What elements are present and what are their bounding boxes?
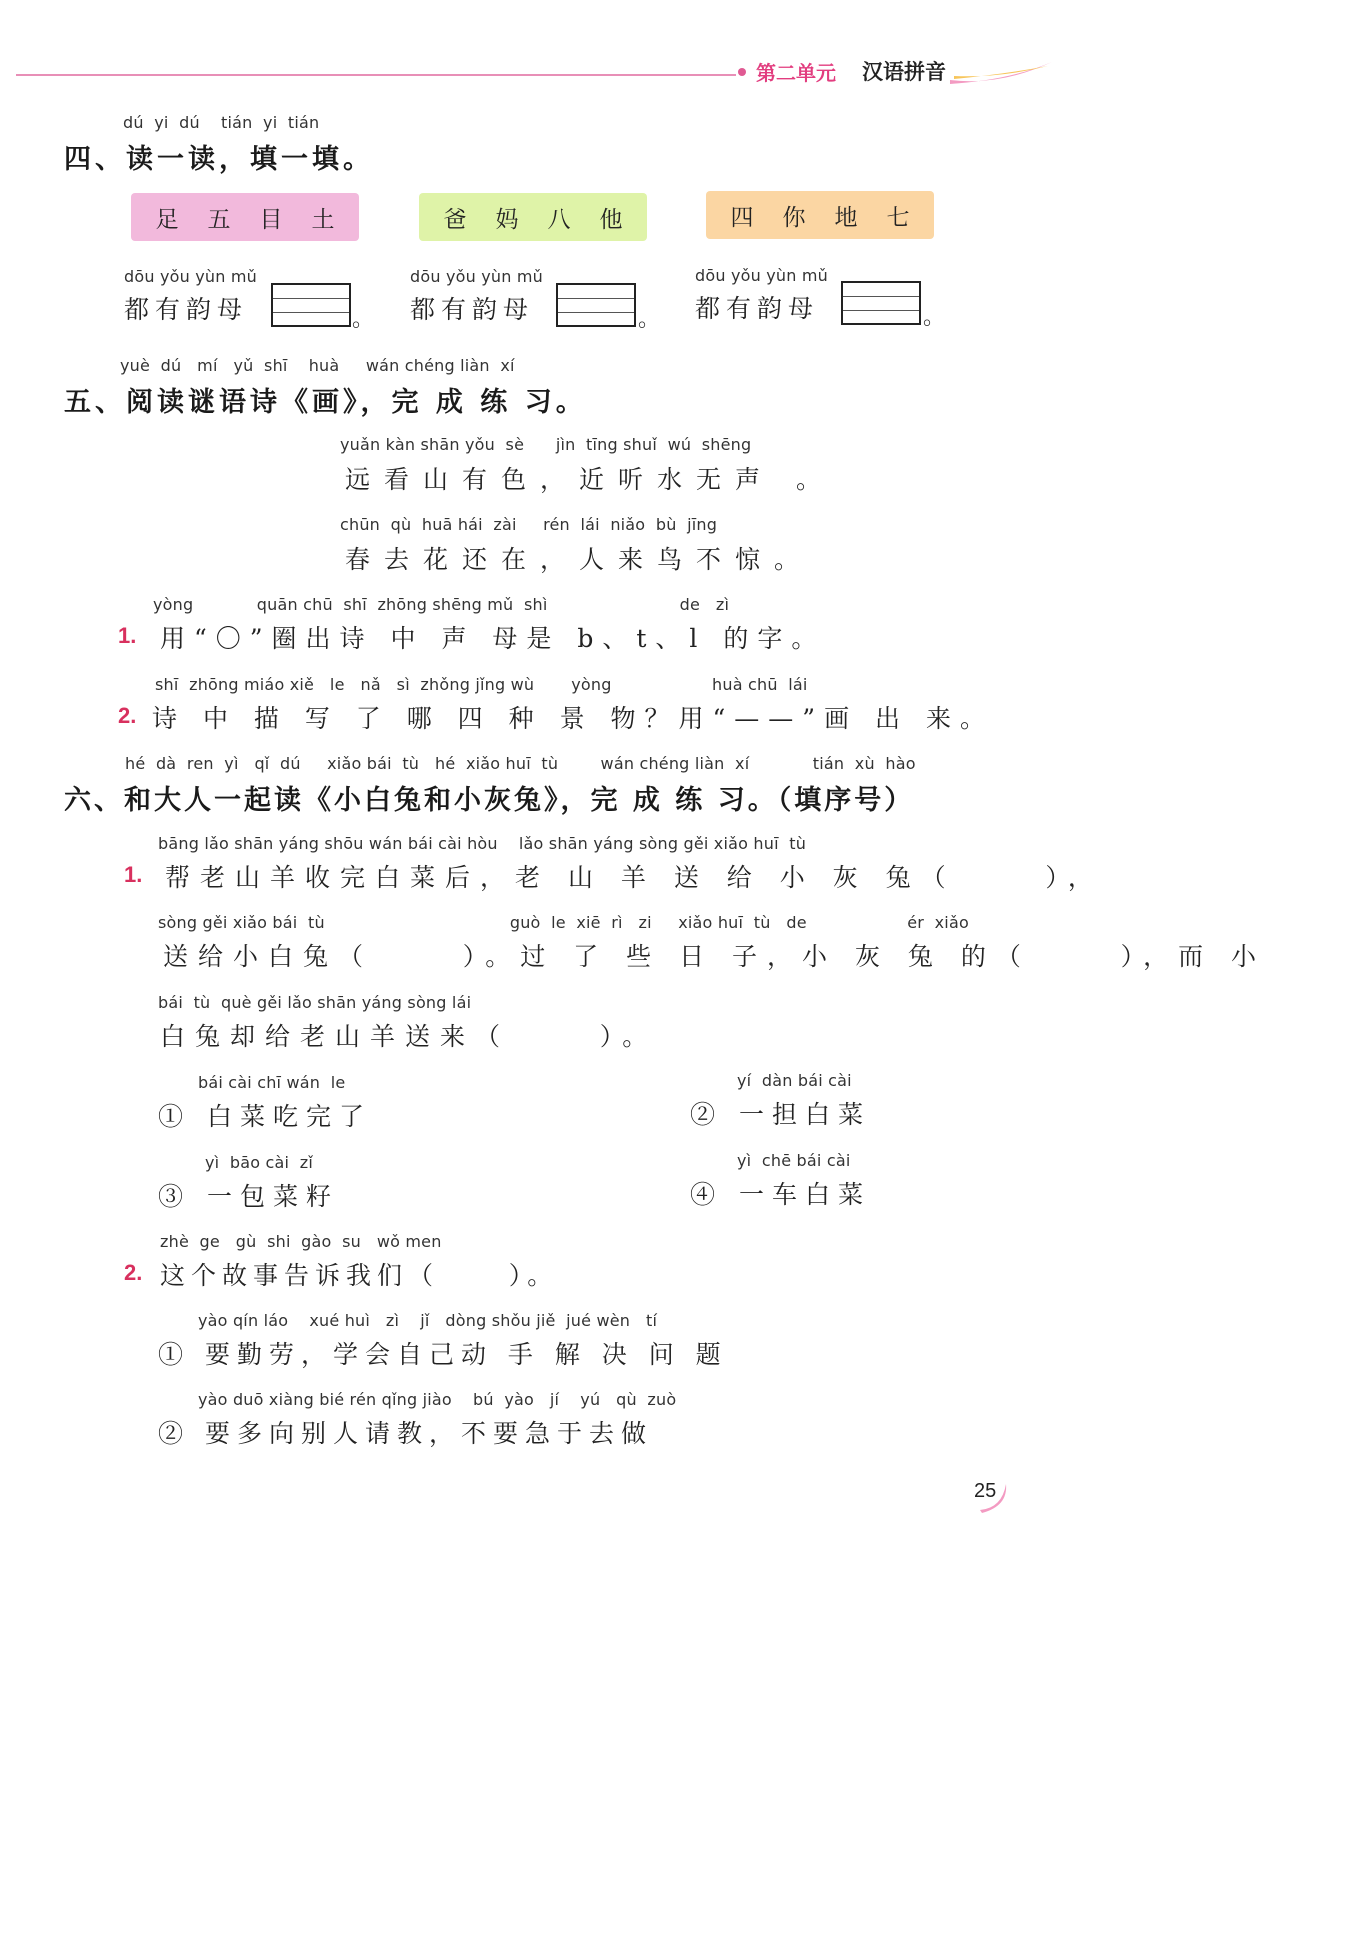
- s5-q1-pinyin: yòng quān chū shī zhōng shēng mǔ shì de zì: [153, 595, 730, 614]
- section5-title: 五、阅读谜语诗《画》，完 成 练 习。: [64, 387, 587, 418]
- option4: ④ 一车白菜: [690, 1180, 871, 1209]
- s6-q2-option1: ① 要勤劳，学会自己动 手 解 决 问 题: [158, 1340, 728, 1369]
- poem-line2-pinyin: chūn qù huā hái zài rén lái niǎo bù jīng: [340, 515, 718, 534]
- s5-q1-text: 用“〇”圈出诗 中 声 母是 b、t、l 的字。: [160, 624, 826, 653]
- header-subject: 汉语拼音: [862, 60, 946, 84]
- box-char: 四: [730, 204, 754, 231]
- s5-q1-number: 1.: [118, 623, 137, 648]
- option1: ① 白菜吃完了: [158, 1102, 372, 1131]
- blank-text-1: 都有韵母: [124, 295, 249, 324]
- option1-pinyin: bái cài chī wán le: [198, 1073, 346, 1092]
- s6-q1-line1: 帮老山羊收完白菜后，老 山 羊 送 给 小 灰 兔（ ），: [165, 863, 1103, 892]
- letter-box-1: [131, 193, 359, 241]
- box-char: 八: [547, 206, 571, 233]
- poem-line2: 春去花还在，人来鸟不惊。: [345, 545, 814, 574]
- box-char: 目: [259, 206, 283, 233]
- box-char: 土: [311, 206, 335, 233]
- s6-q2-option1-pinyin: yào qín láo xué huì zì jǐ dòng shǒu jiě jué wèn tí: [198, 1311, 658, 1330]
- blank-pinyin-2: dōu yǒu yùn mǔ: [410, 267, 544, 286]
- blank-text-2: 都有韵母: [410, 295, 535, 324]
- s5-q2-text: 诗 中 描 写 了 哪 四 种 景 物？用“——”画 出 来。: [152, 704, 994, 733]
- s6-q1-line3-pinyin: bái tù què gěi lǎo shān yáng sòng lái: [158, 993, 472, 1012]
- box-char: 爸: [443, 206, 467, 233]
- s6-q2-number: 2.: [124, 1260, 143, 1285]
- option2: ② 一担白菜: [690, 1100, 871, 1129]
- header-rule: [16, 74, 736, 76]
- option4-pinyin: yì chē bái cài: [737, 1151, 851, 1170]
- page-number: 25: [974, 1480, 997, 1502]
- header-unit: 第二单元: [756, 61, 836, 85]
- s6-q2-option2-pinyin: yào duō xiàng bié rén qǐng jiào bú yào jí yú qù zuò: [198, 1390, 677, 1409]
- option2-pinyin: yí dàn bái cài: [737, 1071, 852, 1090]
- box-char: 妈: [495, 206, 519, 233]
- s6-q1-number: 1.: [124, 862, 143, 887]
- period: 。: [923, 305, 946, 330]
- answer-box-3[interactable]: [841, 281, 921, 325]
- letter-box-2: [419, 193, 647, 241]
- s6-q1-line3: 白兔却给老山羊送来（ ）。: [160, 1022, 658, 1051]
- period: 。: [638, 307, 661, 332]
- poem-line1: 远看山有色，近听水无声 。: [345, 465, 835, 494]
- option3: ③ 一包菜籽: [158, 1182, 339, 1211]
- answer-box-2[interactable]: [556, 283, 636, 327]
- box-char: 五: [207, 206, 231, 233]
- s6-q2-option2: ② 要多向别人请教，不要急于去做: [158, 1419, 653, 1448]
- section6-title-pinyin: hé dà ren yì qǐ dú xiǎo bái tù hé xiǎo huī tù wán chéng liàn xí tián xù hào: [125, 754, 916, 773]
- answer-box-1[interactable]: [271, 283, 351, 327]
- header-dot-icon: [738, 68, 746, 76]
- header-swoosh-icon: [950, 58, 1055, 88]
- blank-pinyin-3: dōu yǒu yùn mǔ: [695, 266, 829, 285]
- section6-title: 六、和大人一起读《小白兔和小灰兔》，完 成 练 习。（填序号）: [64, 785, 915, 816]
- box-char: 足: [155, 206, 179, 233]
- period: 。: [352, 307, 375, 332]
- s6-q1-line2: 送给小白兔（ ）。过 了 些 日 子，小 灰 兔 的（ ），而 小: [163, 942, 1267, 971]
- section4-title-pinyin: dú yi dú tián yi tián: [123, 113, 320, 132]
- box-char: 七: [886, 204, 910, 231]
- section5-title-pinyin: yuè dú mí yǔ shī huà wán chéng liàn xí: [120, 356, 515, 375]
- poem-line1-pinyin: yuǎn kàn shān yǒu sè jìn tīng shuǐ wú shēng: [340, 435, 752, 454]
- blank-text-3: 都有韵母: [695, 294, 820, 323]
- box-char: 他: [599, 206, 623, 233]
- s6-q1-line1-pinyin: bāng lǎo shān yáng shōu wán bái cài hòu lǎo shān yáng sòng gěi xiǎo huī tù: [158, 834, 807, 853]
- s6-q1-line2-pinyin: sòng gěi xiǎo bái tù guò le xiē rì zi xiǎo huī tù de ér xiǎo: [158, 913, 969, 932]
- s5-q2-number: 2.: [118, 703, 137, 728]
- s5-q2-pinyin: shī zhōng miáo xiě le nǎ sì zhǒng jǐng wù yòng huà chū lái: [155, 675, 808, 694]
- blank-pinyin-1: dōu yǒu yùn mǔ: [124, 267, 258, 286]
- s6-q2-text: 这个故事告诉我们（ ）。: [160, 1261, 559, 1290]
- option3-pinyin: yì bāo cài zǐ: [205, 1153, 313, 1172]
- box-char: 你: [782, 204, 806, 231]
- section4-title: 四、读一读，填一填。: [64, 144, 374, 175]
- letter-box-3: [706, 191, 934, 239]
- box-char: 地: [834, 204, 858, 231]
- s6-q2-pinyin: zhè ge gù shi gào su wǒ men: [160, 1232, 442, 1251]
